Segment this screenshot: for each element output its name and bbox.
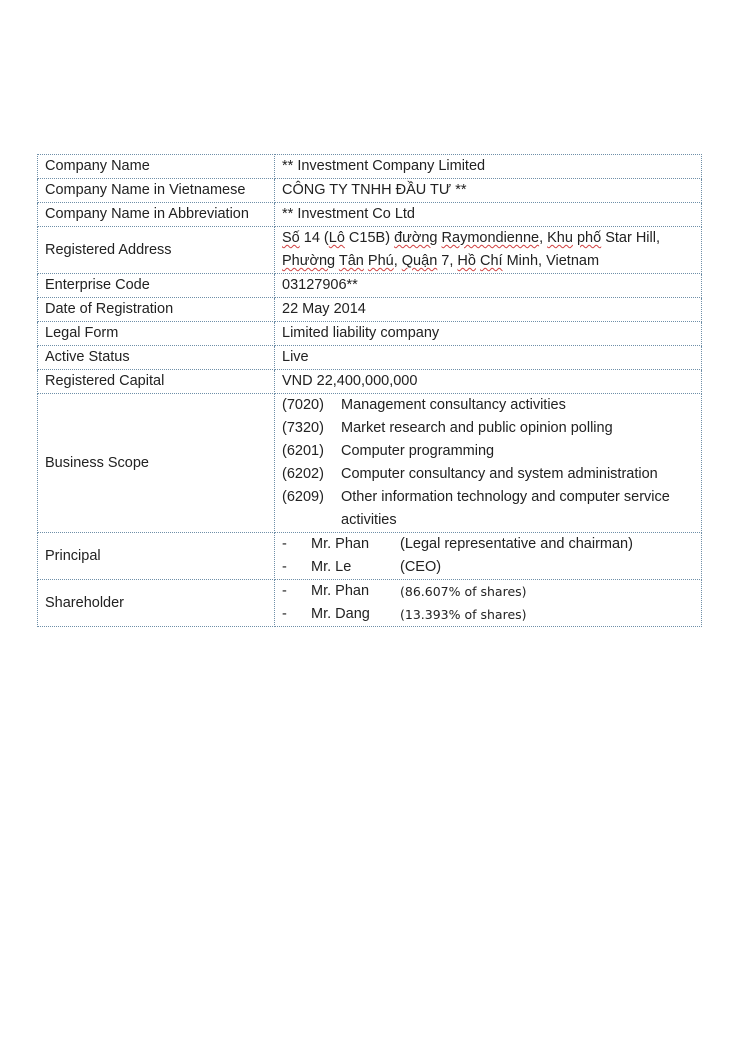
scope-desc: Computer programming (341, 443, 495, 459)
scope-code: (6201) (282, 443, 324, 459)
row-value: VND 22,400,000,000 (275, 370, 702, 394)
address-part: C15B) (344, 230, 395, 246)
row-label: Business Scope (38, 394, 275, 533)
row-label: Date of Registration (38, 298, 275, 322)
address-part: Minh, Vietnam (502, 253, 600, 269)
row-value: CÔNG TY TNHH ĐẦU TƯ ** (275, 179, 702, 203)
list-item (282, 556, 694, 579)
address-part: Số (282, 230, 300, 246)
scope-desc: Management consultancy activities (341, 397, 566, 413)
table-row (38, 274, 702, 298)
list-item (282, 417, 694, 440)
address-part: , (393, 253, 402, 269)
person-name: Mr. Phan (311, 536, 370, 552)
table-row (38, 370, 702, 394)
row-label: Enterprise Code (38, 274, 275, 298)
list-item (282, 394, 694, 417)
row-label: Shareholder (38, 580, 275, 627)
scope-code: (7320) (282, 420, 324, 436)
row-label: Legal Form (38, 322, 275, 346)
row-label: Company Name in Vietnamese (38, 179, 275, 203)
bullet-dash: - (282, 536, 287, 552)
list-item (282, 580, 694, 603)
address-part: Lô (328, 230, 345, 246)
address-part: Raymondienne (441, 230, 540, 246)
row-value: ** Investment Company Limited (275, 155, 702, 179)
bullet-dash: - (282, 606, 287, 622)
list-item (282, 440, 694, 463)
row-label: Company Name in Abbreviation (38, 203, 275, 227)
scope-code: (6209) (282, 489, 324, 505)
address-part: đường (394, 230, 438, 246)
row-label: Principal (38, 533, 275, 580)
address-part: Phú (367, 253, 394, 269)
row-value: ** Investment Co Ltd (275, 203, 702, 227)
share-percentage: (13.393% of shares) (400, 607, 527, 622)
address-part: Quận (401, 253, 438, 269)
registered-address-value (275, 227, 702, 274)
address-part: Hồ (457, 253, 476, 269)
table-row (38, 227, 702, 274)
principal-list (275, 533, 702, 580)
list-item (282, 533, 694, 556)
business-scope-list (275, 394, 702, 533)
scope-code: (7020) (282, 397, 324, 413)
address-part: Star Hill, (601, 230, 661, 246)
address-part: , (539, 230, 548, 246)
bullet-dash: - (282, 583, 287, 599)
table-row (38, 322, 702, 346)
row-label: Active Status (38, 346, 275, 370)
list-item (282, 603, 694, 626)
address-part: phố (576, 230, 602, 246)
address-part: Phường (282, 253, 336, 269)
table-row (38, 346, 702, 370)
address-part: Tân (338, 253, 364, 269)
person-role: (CEO) (400, 559, 442, 575)
row-label: Registered Capital (38, 370, 275, 394)
scope-code: (6202) (282, 466, 324, 482)
row-value: 22 May 2014 (275, 298, 702, 322)
person-name: Mr. Dang (311, 606, 370, 622)
company-info-table (37, 154, 702, 627)
list-item (282, 463, 694, 486)
table-row (38, 298, 702, 322)
scope-desc: Market research and public opinion polling (341, 420, 613, 436)
table-row (38, 155, 702, 179)
address-part: Chí (480, 253, 503, 269)
bullet-dash: - (282, 559, 287, 575)
table-row (38, 203, 702, 227)
table-row (38, 580, 702, 627)
table-row (38, 394, 702, 533)
scope-desc: Other information technology and computer service activities (341, 489, 670, 528)
address-part: Khu (547, 230, 573, 246)
person-name: Mr. Phan (311, 583, 370, 599)
row-value: Limited liability company (275, 322, 702, 346)
share-percentage: (86.607% of shares) (400, 584, 527, 599)
list-item (282, 486, 694, 532)
table-row (38, 533, 702, 580)
row-label: Company Name (38, 155, 275, 179)
address-part: 7, (437, 253, 458, 269)
scope-desc: Computer consultancy and system administration (341, 466, 658, 482)
row-label: Registered Address (38, 227, 275, 274)
person-name: Mr. Le (311, 559, 352, 575)
person-role: (Legal representative and chairman) (400, 536, 633, 552)
address-part: 14 ( (299, 230, 329, 246)
shareholder-list (275, 580, 702, 627)
row-value: Live (275, 346, 702, 370)
row-value: 03127906** (275, 274, 702, 298)
table-row (38, 179, 702, 203)
